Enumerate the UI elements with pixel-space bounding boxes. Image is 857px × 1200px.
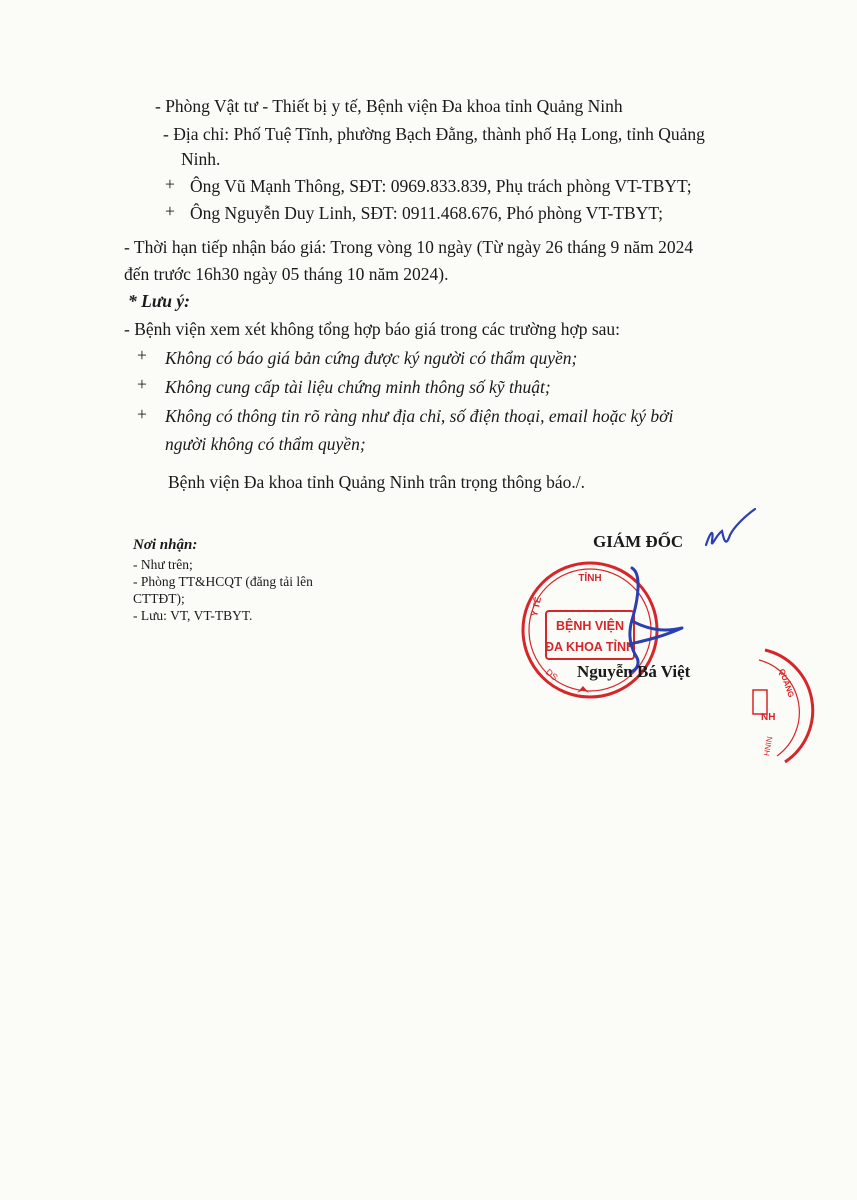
condition-3-line-2: người không có thẩm quyền; (165, 434, 366, 454)
recipient-line: - Như trên; (133, 557, 193, 572)
seal-bottom-text: DS (543, 666, 560, 683)
partial-seal-text-3: NINH (761, 735, 774, 757)
deadline-line-1: - Thời hạn tiếp nhận báo giá: Trong vòng 10 ngày (Từ ngày 26 tháng 9 năm 2024 (124, 237, 694, 257)
plus-bullet: + (165, 174, 175, 194)
partial-seal-icon (745, 640, 857, 770)
note-intro: - Bệnh viện xem xét không tổng hợp báo giá trong các trường hợp sau: (124, 319, 621, 339)
plus-bullet: + (165, 201, 175, 221)
signer-name: Nguyễn Bá Việt (577, 662, 691, 681)
condition-1: Không có báo giá bản cứng được ký người có thẩm quyền; (165, 348, 578, 368)
plus-bullet: + (137, 404, 147, 424)
seal-top-text: TỈNH (578, 573, 602, 584)
dept-line: - Phòng Vật tư - Thiết bị y tế, Bệnh viện Đa khoa tỉnh Quảng Ninh (155, 96, 623, 116)
signer-position: GIÁM ĐỐC (593, 532, 684, 551)
plus-bullet: + (137, 345, 147, 365)
seal-side-text: Y TẾ (529, 595, 544, 618)
deadline-line-2: đến trước 16h30 ngày 05 tháng 10 năm 2024). (124, 264, 449, 284)
recipient-line: - Phòng TT&HCQT (đăng tải lên (133, 574, 313, 589)
note-title: * Lưu ý: (128, 291, 191, 311)
contact-1: Ông Vũ Mạnh Thông, SĐT: 0969.833.839, Phụ trách phòng VT-TBYT; (190, 176, 692, 196)
closing-statement: Bệnh viện Đa khoa tỉnh Quảng Ninh trân trọng thông báo./. (168, 472, 586, 492)
seal-line-2: ĐA KHOA TỈNH (544, 640, 636, 654)
initial-signature-icon (700, 505, 760, 555)
recipient-line: CTTĐT); (133, 591, 185, 606)
partial-seal-text-2: NH (761, 712, 776, 723)
recipient-line: - Lưu: VT, VT-TBYT. (133, 608, 253, 623)
address-line-1: - Địa chỉ: Phố Tuệ Tĩnh, phường Bạch Đằng, thành phố Hạ Long, tỉnh Quảng (163, 124, 705, 144)
condition-2: Không cung cấp tài liệu chứng minh thông số kỹ thuật; (165, 377, 551, 397)
partial-seal-text-1: QUẢNG (777, 667, 796, 699)
recipients-title: Nơi nhận: (133, 537, 198, 553)
seal-line-1: BỆNH VIỆN (555, 619, 625, 633)
address-line-2: Ninh. (181, 149, 221, 169)
plus-bullet: + (137, 374, 147, 394)
condition-3-line-1: Không có thông tin rõ ràng như địa chỉ, số điện thoại, email hoặc ký bởi (165, 406, 674, 426)
contact-2: Ông Nguyễn Duy Linh, SĐT: 0911.468.676, Phó phòng VT-TBYT; (190, 203, 663, 223)
